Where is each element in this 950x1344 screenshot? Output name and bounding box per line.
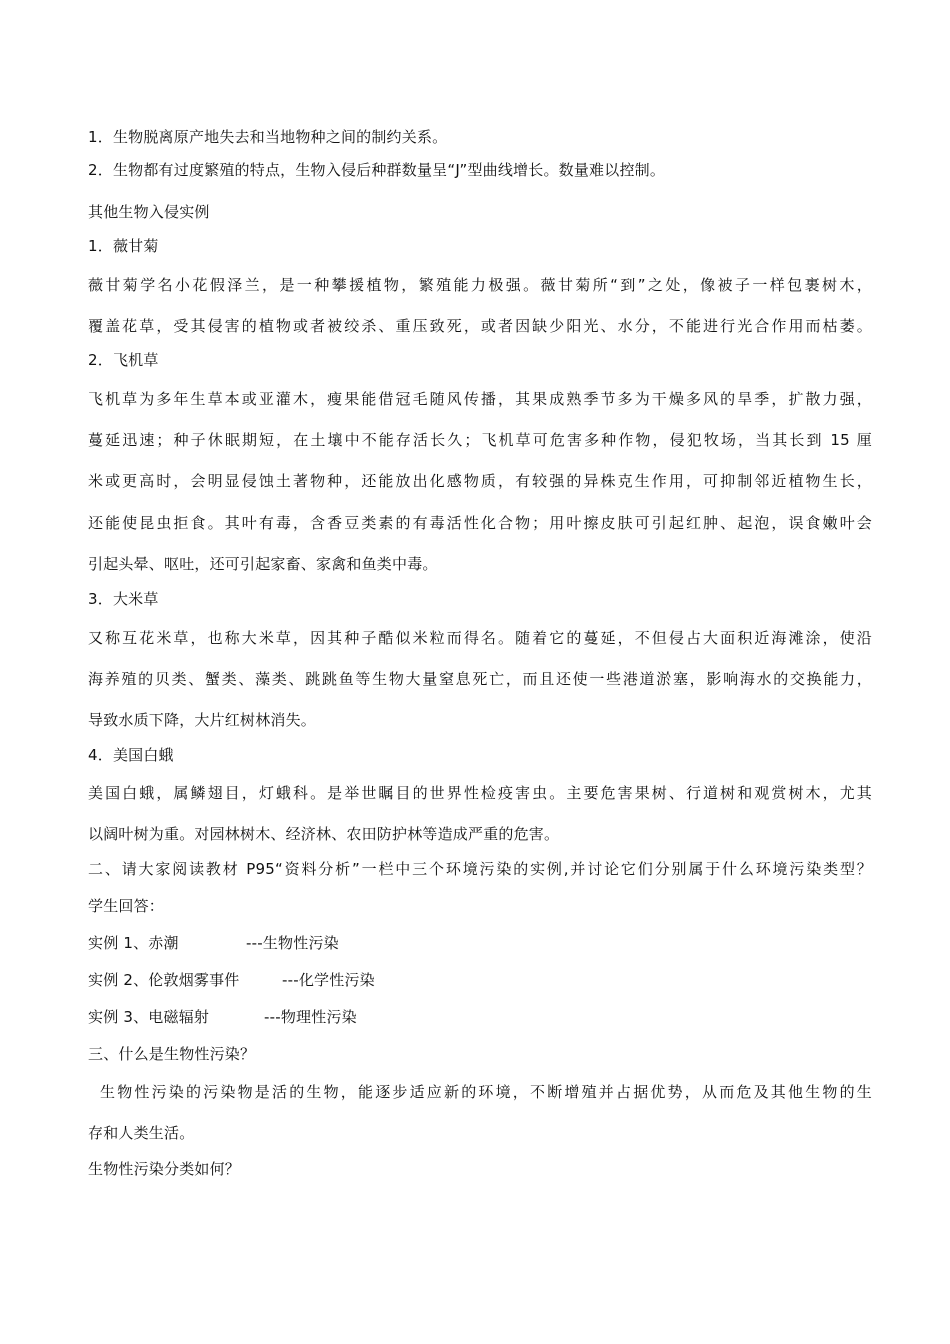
example-label: 实例 2、伦敦烟雾事件 xyxy=(88,971,240,989)
species-paragraph-line: 飞机草为多年生草本或亚灌木，瘦果能借冠毛随风传播，其果成熟季节多为干燥多风的旱季，扩散力强， xyxy=(88,390,872,408)
section3-heading: 三、什么是生物性污染？ xyxy=(88,1045,256,1063)
species-paragraph-line: 薇甘菊学名小花假泽兰，是一种攀援植物，繁殖能力极强。薇甘菊所“到”之处，像被子一样包裹树木， xyxy=(88,276,872,294)
section3-question: 生物性污染分类如何？ xyxy=(88,1160,241,1178)
other-examples-heading: 其他生物入侵实例 xyxy=(88,203,210,221)
species-paragraph-line: 蔓延迅速；种子休眠期短，在土壤中不能存活长久；飞机草可危害多种作物，侵犯牧场，当其长到 15 厘 xyxy=(88,431,872,449)
example-label: 实例 1、赤潮 xyxy=(88,934,179,952)
species-paragraph-line: 以阔叶树为重。对园林树木、经济林、农田防护林等造成严重的危害。 xyxy=(88,825,560,843)
example-label: 实例 3、电磁辐射 xyxy=(88,1008,210,1026)
species-paragraph-line: 引起头晕、呕吐，还可引起家畜、家禽和鱼类中毒。 xyxy=(88,555,438,573)
section2-question: 二、请大家阅读教材 P95“资料分析”一栏中三个环境污染的实例,并讨论它们分别属于什么环境污染类型？ xyxy=(88,860,872,878)
species-paragraph-line: 米或更高时，会明显侵蚀土著物种，还能放出化感物质，有较强的异株克生作用，可抑制邻近植物生长， xyxy=(88,472,872,490)
species-title: 1．薇甘菊 xyxy=(88,237,159,255)
section3-paragraph-line: 存和人类生活。 xyxy=(88,1124,195,1142)
answer-label: 学生回答： xyxy=(88,897,165,915)
example-result: ---生物性污染 xyxy=(246,934,339,952)
species-paragraph-line: 又称互花米草，也称大米草，因其种子酷似米粒而得名。随着它的蔓延，不但侵占大面积近海滩涂，使沿 xyxy=(88,629,872,647)
reason-1: 1．生物脱离原产地失去和当地物种之间的制约关系。 xyxy=(88,128,448,146)
reason-2: 2．生物都有过度繁殖的特点，生物入侵后种群数量呈“J”型曲线增长。数量难以控制。 xyxy=(88,161,666,179)
species-paragraph-line: 导致水质下降，大片红树林消失。 xyxy=(88,711,317,729)
species-paragraph-line: 美国白蛾，属鳞翅目，灯蛾科。是举世瞩目的世界性检疫害虫。主要危害果树、行道树和观赏树木，尤其 xyxy=(88,784,872,802)
species-paragraph-line: 海养殖的贝类、蟹类、藻类、跳跳鱼等生物大量窒息死亡，而且还使一些港道淤塞，影响海水的交换能力， xyxy=(88,670,872,688)
section3-paragraph-line: 生物性污染的污染物是活的生物，能逐步适应新的环境，不断增殖并占据优势，从而危及其他生物的生 xyxy=(100,1083,872,1101)
species-title: 3．大米草 xyxy=(88,590,159,608)
example-result: ---物理性污染 xyxy=(264,1008,357,1026)
pollution-example-row xyxy=(88,1007,357,1027)
example-result: ---化学性污染 xyxy=(282,971,375,989)
pollution-example-row xyxy=(88,970,375,990)
species-paragraph-line: 覆盖花草，受其侵害的植物或者被绞杀、重压致死，或者因缺少阳光、水分，不能进行光合作用而枯萎。 xyxy=(88,317,872,335)
pollution-example-row xyxy=(88,933,339,953)
species-title: 4．美国白蛾 xyxy=(88,746,174,764)
species-paragraph-line: 还能使昆虫拒食。其叶有毒，含香豆类素的有毒活性化合物；用叶擦皮肤可引起红肿、起泡，误食嫩叶会 xyxy=(88,514,872,532)
species-title: 2．飞机草 xyxy=(88,351,159,369)
